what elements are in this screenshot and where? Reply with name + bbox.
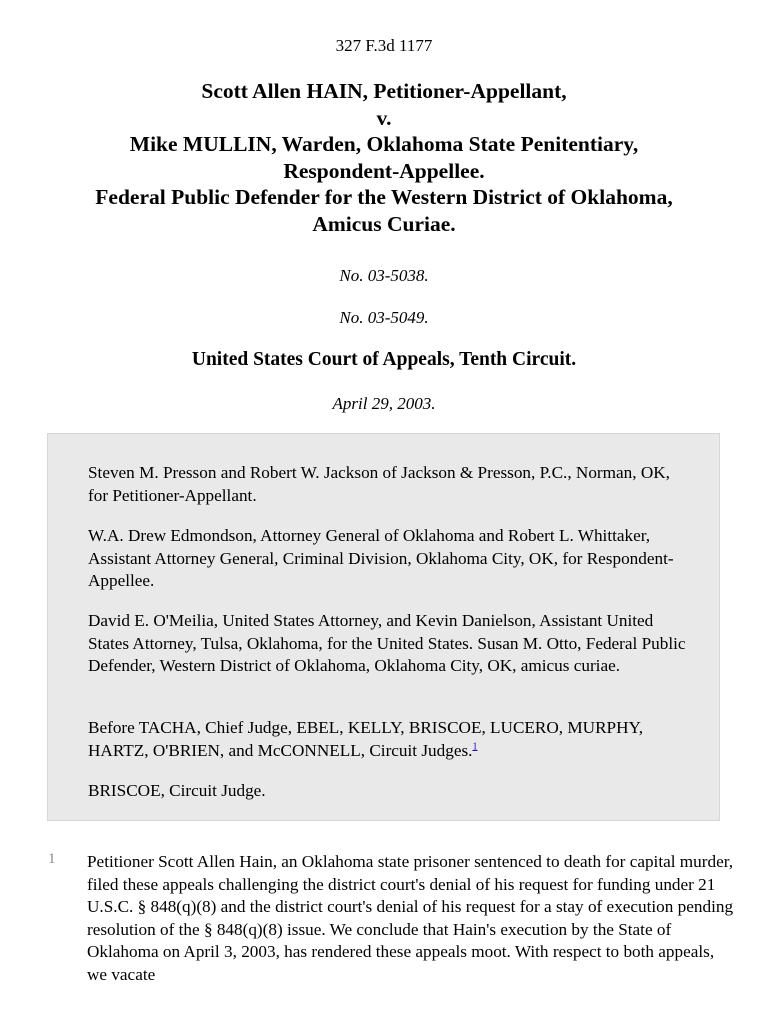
panel-judges [88,717,688,762]
case-caption [30,78,738,237]
footnote-link[interactable]: 1 [472,740,478,752]
caption-versus: v. [376,105,392,130]
caption-petitioner: Scott Allen HAIN, Petitioner-Appellant, [201,79,567,103]
caption-amicus-role: Amicus Curiae. [312,211,456,236]
court-name: United States Court of Appeals, Tenth Circuit. [191,349,577,370]
counsel-respondent: W.A. Drew Edmondson, Attorney General of Oklahoma and Robert L. Whittaker, Assistant Attorney General, Criminal Division, Oklahoma City, OK, for Respondent-Appellee. [88,526,674,590]
caption-amicus: Federal Public Defender for the Western District of Oklahoma, [95,185,673,209]
panel-text: Before TACHA, Chief Judge, EBEL, KELLY, BRISCOE, LUCERO, MURPHY, HARTZ, O'BRIEN, and McCONNELL, Circuit Judges. [88,718,644,760]
caption-respondent: Mike MULLIN, Warden, Oklahoma State Penitentiary, [129,132,639,156]
decision-date: April 29, 2003. [332,394,436,413]
counsel-box [47,433,720,821]
docket-number: No. 03-5049. [339,308,429,327]
citation: 327 F.3d 1177 [335,36,433,55]
paragraph-number: 1 [48,851,56,867]
counsel-amici: David E. O'Meilia, United States Attorney, and Kevin Danielson, Assistant United States Attorney, Tulsa, Oklahoma, for the United States. Susan M. Otto, Federal Public Defender, Western District of Oklahoma, Oklahoma City, OK, amicus curiae. [88,611,686,675]
docket-number: No. 03-5038. [339,266,429,285]
caption-respondent-role: Respondent-Appellee. [283,158,485,183]
opinion-author: BRISCOE, Circuit Judge. [88,781,266,800]
opinion-paragraph: Petitioner Scott Allen Hain, an Oklahoma state prisoner sentenced to death for capital murder, filed these appeals challenging the district court's denial of his request for funding under 21 U.S.C. § 848(q)(8) and the district court's denial of his request for a stay of execution pending resolution of the § 848(q)(8) issue. We conclude that Hain's execution by the State of Oklahoma on April 3, 2003, has rendered these appeals moot. With respect to both appeals, we vacate [87,852,734,984]
counsel-petitioner: Steven M. Presson and Robert W. Jackson of Jackson & Presson, P.C., Norman, OK, for Petitioner-Appellant. [88,463,670,505]
